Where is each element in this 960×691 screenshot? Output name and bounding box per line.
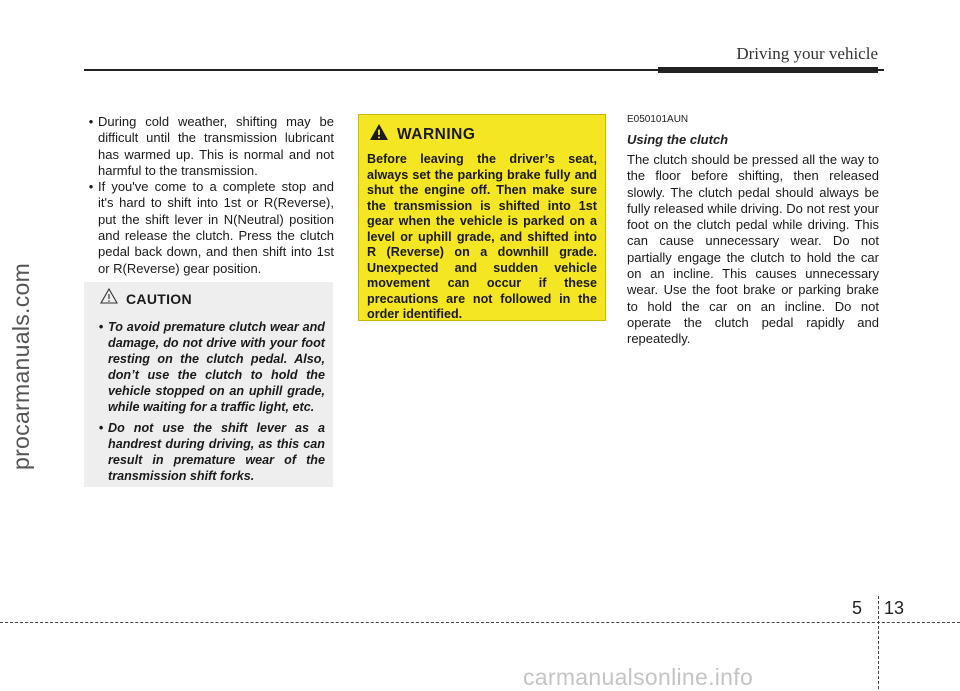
bullet-dot: • [88, 114, 94, 129]
list-item [94, 319, 325, 415]
warning-box [358, 114, 606, 321]
footer-divider [878, 596, 879, 689]
footer-rule [0, 622, 960, 623]
list-item [84, 114, 334, 179]
caution-item-text: To avoid premature clutch wear and damage, do not drive with your foot resting on the clutch pedal. Also, don’t use the clutch to hold the vehicle stopped on an uphill grade, while waiting for a traffic light, etc. [108, 320, 325, 414]
warning-header [369, 123, 597, 146]
caution-list [94, 319, 325, 484]
page-header-title: Driving your vehicle [736, 44, 878, 63]
page-number: 13 [884, 598, 905, 618]
section-code: E050101AUN [627, 114, 689, 125]
list-item [94, 420, 325, 484]
bullet-dot: • [98, 421, 104, 435]
caution-box [84, 282, 333, 487]
caution-title: CAUTION [126, 290, 192, 307]
bullet-text: During cold weather, shifting may be difficult until the transmission lubricant has warmed up. This is normal and not harmful to the transmission. [98, 114, 334, 178]
bullet-dot: • [98, 320, 104, 334]
warning-title: WARNING [397, 125, 476, 143]
caution-header [100, 288, 325, 309]
list-item [84, 179, 334, 277]
bullet-dot: • [88, 179, 94, 195]
warning-triangle-filled-icon [369, 123, 389, 146]
section-number: 5 [852, 598, 863, 618]
section-subheading: Using the clutch [627, 132, 729, 147]
caution-item-text: Do not use the shift lever as a handrest during driving, as this can result in premature wear of the transmission shift forks. [108, 421, 325, 483]
warning-triangle-outline-icon [100, 288, 118, 309]
side-watermark: procarmanuals.com [8, 262, 34, 470]
bullet-text: If you've come to a complete stop and it's hard to shift into 1st or R(Reverse), put the shift lever in N(Neutral) position and release the clutch. Press the clutch pedal back down, and then shift into 1st or R(Reverse) gear position. [98, 179, 334, 276]
header-rule-accent [658, 67, 878, 73]
right-column [627, 114, 879, 348]
section-body: The clutch should be pressed all the way to the floor before shifting, then released slowly. The clutch pedal should always be fully released while driving. Do not rest your foot on the clutch pedal while driving. This can cause unnecessary wear. Do not partially engage the clutch to hold the car on an incline. This causes unnecessary wear. Use the foot brake or parking brake to hold the car on an incline. Do not operate the clutch pedal rapidly and repeatedly. [627, 152, 879, 347]
left-column [84, 114, 334, 277]
bottom-watermark: carmanualsonline.info [523, 664, 754, 690]
warning-body: Before leaving the driver’s seat, always set the parking brake fully and shut the engine off. Then make sure the transmission is shifted into 1st gear when the vehicle is parked on a level or uphill grade, and shifted into R (Reverse) on a downhill grade. Unexpected and sudden vehicle movement can occur if these precautions are not followed in the order identified. [367, 152, 597, 321]
